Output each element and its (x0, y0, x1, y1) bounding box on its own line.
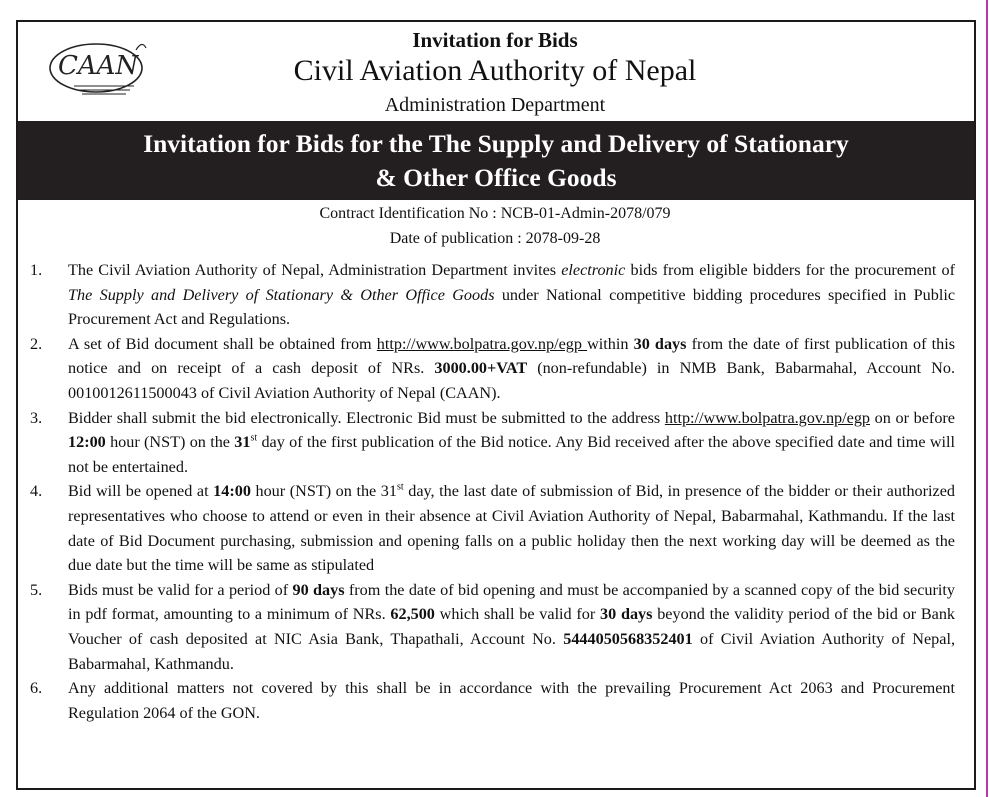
item-number: 2. (30, 334, 43, 353)
list-item (30, 406, 955, 480)
item-superscript: st (250, 432, 258, 444)
item-number: 5. (30, 580, 43, 599)
item-number: 1. (30, 261, 43, 279)
item-text: which shall be valid for (434, 605, 601, 624)
item-text: bids from eligible bidders for the procurement of (625, 261, 955, 279)
banner-line-2: & Other Office Goods (375, 163, 617, 192)
item-text: of Civil Aviation Authority of Nepal, Babarmahal, Kathmandu. (68, 629, 956, 673)
item-text: day, the last date of submission of Bid, in presence of the bidder or their authorized representatives who choose to attend or even in their absence at Civil Aviation Authority of Nepal, Babarmahal, Kathmandu. If the last date of Bid Document purchasing, submission and opening falls on a public holiday then the next working day will be deemed as the due date but the time will be same as stipulated (68, 482, 955, 575)
item-bold: 90 days (292, 580, 345, 599)
contract-id-value: NCB-01-Admin-2078/079 (500, 205, 671, 222)
item-text: Bidder shall submit the bid electronically. Electronic Bid must be submitted to the address (68, 408, 665, 427)
list-item (30, 578, 955, 676)
item-text: under National competitive bidding procedures specified in Public Procurement Act and Regulations. (68, 285, 956, 329)
banner-line-1: Invitation for Bids for the The Supply and Delivery of Stationary (143, 129, 849, 158)
list-item (30, 332, 955, 406)
organization-name: Civil Aviation Authority of Nepal (293, 54, 697, 87)
item-text: hour (NST) on the (105, 433, 235, 452)
list-item (30, 479, 955, 577)
item-text: beyond the validity period of the bid or Bank Voucher of cash deposited at NIC Asia Bank, Thapathali, Account No. (68, 605, 956, 648)
publication-date-label: Date of publication : (389, 230, 522, 247)
item-emphasis: electronic (561, 261, 626, 279)
item-text: Bids must be valid for a period of (68, 580, 293, 599)
item-text: within (587, 334, 634, 353)
item-text: from the date of bid opening and must be accompanied by a scanned copy of the bid security in pdf format, amounting to a minimum of NRs. (68, 580, 955, 624)
bolpatra-link[interactable]: http://www.bolpatra.gov.np/egp (664, 408, 871, 427)
item-superscript: st (396, 481, 404, 493)
item-text: on or before (870, 408, 955, 427)
item-bold: 3000.00+VAT (434, 359, 528, 378)
contract-id-line (0, 205, 990, 223)
item-text: Any additional matters not covered by this shall be in accordance with the prevailing Procurement Act 2063 and Procurement Regulation 2064 of the GON. (68, 679, 955, 722)
item-text: from the date of first publication of this notice and on receipt of a cash deposit of NRs. (68, 334, 956, 378)
list-item (30, 676, 955, 725)
item-text: The Civil Aviation Authority of Nepal, Administration Department invites (68, 261, 562, 279)
item-bold: 31 (234, 433, 251, 452)
item-number: 4. (30, 482, 43, 501)
page-edge-rule (986, 0, 988, 797)
item-number: 6. (30, 679, 43, 698)
item-emphasis: The Supply and Delivery of Stationary & Other Office Goods (68, 285, 495, 304)
publication-date-value: 2078-09-28 (525, 230, 601, 247)
item-text: (non-refundable) in NMB Bank, Babarmahal, Account No. 0010012611500043 of Civil Aviation Authority of Nepal (CAAN). (68, 359, 956, 402)
item-bold: 14:00 (213, 482, 251, 501)
publication-date-line (0, 230, 990, 248)
notice-title: Invitation for Bids (412, 28, 578, 52)
item-bold: 5444050568352401 (563, 629, 693, 648)
list-item (30, 258, 955, 332)
contract-id-label: Contract Identification No : (319, 205, 497, 222)
logo-text: CAAN (58, 51, 139, 81)
item-text: hour (NST) on the 31 (250, 482, 397, 501)
bolpatra-link[interactable]: http://www.bolpatra.gov.np/egp (376, 334, 588, 353)
terms-list (30, 258, 955, 725)
item-bold: 12:00 (68, 433, 106, 452)
item-bold: 30 days (600, 605, 653, 624)
item-text: Bid will be opened at (68, 482, 214, 501)
notice-banner (18, 121, 974, 200)
item-text: A set of Bid document shall be obtained from (68, 334, 377, 353)
department-name: Administration Department (384, 94, 606, 116)
item-text: day of the first publication of the Bid notice. Any Bid received after the above specified date and time will not be entertained. (68, 433, 956, 476)
item-bold: 62,500 (390, 605, 435, 624)
item-bold: 30 days (633, 334, 687, 353)
item-number: 3. (30, 408, 43, 427)
